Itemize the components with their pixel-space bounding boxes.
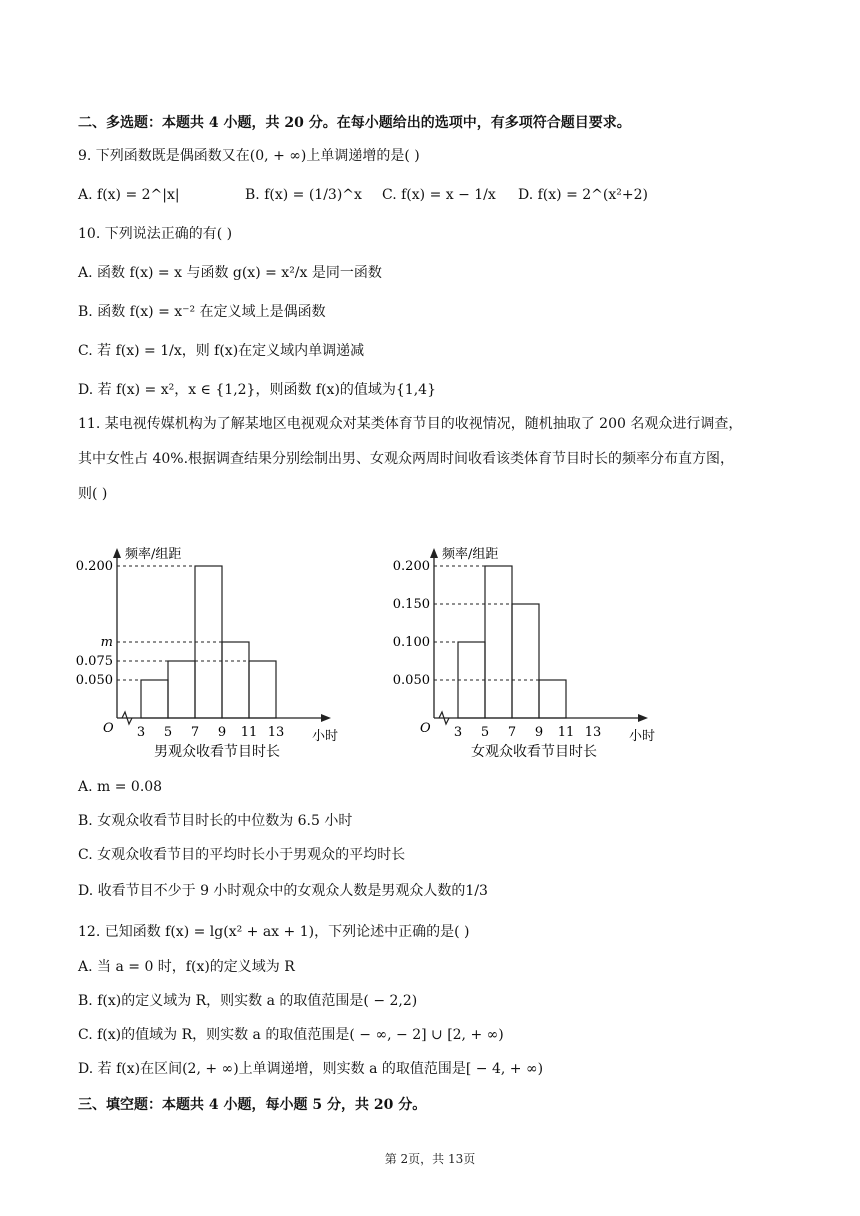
- female-bar-9-11: [539, 680, 566, 718]
- male-bar-9-11: [222, 642, 249, 718]
- q10-option-b: B. 函数 f(x) = x⁻² 在定义域上是偶函数: [78, 304, 326, 320]
- male-bar-11-13: [249, 661, 276, 718]
- male-origin-label: O: [103, 721, 114, 736]
- q12-option-b: B. f(x)的定义域为 R，则实数 a 的取值范围是( − 2,2): [78, 993, 418, 1009]
- question-11-stem-line-3: 则( ): [78, 486, 108, 502]
- q9-option-b: B. f(x) = (1/3)^x: [245, 187, 362, 203]
- male-x-axis-arrow: [321, 714, 331, 722]
- question-12-stem: 12. 已知函数 f(x) = lg(x² + ax + 1)，下列论述中正确的是( ): [78, 924, 470, 940]
- male-bar-5-7: [168, 661, 195, 718]
- female-y-label: 频率/组距: [442, 547, 499, 562]
- male-y-axis-arrow: [113, 548, 121, 558]
- male-x-tick-label: 5: [163, 725, 173, 740]
- male-y-tick-label: 0.075: [75, 654, 113, 669]
- female-x-label: 小时: [629, 729, 656, 744]
- question-10-stem: 10. 下列说法正确的有( ): [78, 226, 233, 242]
- female-y-tick-label: 0.100: [392, 635, 430, 650]
- male-x-tick-label: 9: [217, 725, 227, 740]
- q12-option-d: D. 若 f(x)在区间(2, + ∞)上单调递增，则实数 a 的取值范围是[ − 4, + ∞): [78, 1061, 544, 1077]
- female-x-tick-label: 9: [534, 725, 544, 740]
- question-11-stem-line-2: 其中女性占 40%.根据调查结果分别绘制出男、女观众两周时间收看该类体育节目时长的频率分布直方图，: [78, 451, 735, 467]
- q9-option-d: D. f(x) = 2^(x²+2): [518, 187, 648, 203]
- question-9-stem: 9. 下列函数既是偶函数又在(0, + ∞)上单调递增的是( ): [78, 148, 420, 164]
- page-footer: 第 2页，共 13页: [384, 1152, 476, 1166]
- section-2-header: 二、多选题：本题共 4 小题，共 20 分。在每小题给出的选项中，有多项符合题目要求。: [78, 115, 631, 131]
- question-11-stem-line-1: 11. 某电视传媒机构为了解某地区电视观众对某类体育节目的收视情况，随机抽取了 200 名观众进行调查，: [78, 416, 743, 432]
- female-x-tick-label: 3: [453, 725, 463, 740]
- male-bar-3-5: [141, 680, 168, 718]
- q12-option-c: C. f(x)的值域为 R，则实数 a 的取值范围是( − ∞, − 2] ∪ [2, + ∞): [78, 1027, 504, 1043]
- q11-option-a: A. m = 0.08: [78, 779, 163, 795]
- male-x-tick-label: 11: [240, 725, 258, 740]
- female-x-axis-arrow: [638, 714, 648, 722]
- male-x-tick-label: 3: [136, 725, 146, 740]
- female-x-tick-label: 7: [507, 725, 517, 740]
- female-x-tick-label: 11: [557, 725, 575, 740]
- q9-option-a: A. f(x) = 2^|x|: [78, 187, 180, 203]
- q10-option-a: A. 函数 f(x) = x 与函数 g(x) = x²/x 是同一函数: [78, 265, 382, 281]
- q9-option-c: C. f(x) = x − 1/x: [382, 187, 496, 203]
- q10-option-d: D. 若 f(x) = x²，x ∈ {1,2}，则函数 f(x)的值域为{1,4}: [78, 382, 436, 398]
- male-y-tick-label: 0.050: [75, 673, 113, 688]
- female-y-tick-label: 0.050: [392, 673, 430, 688]
- female-bar-5-7: [485, 566, 512, 718]
- male-x-tick-label: 13: [267, 725, 285, 740]
- male-y-tick-label: 0.200: [75, 559, 113, 574]
- q11-option-c: C. 女观众收看节目的平均时长小于男观众的平均时长: [78, 847, 406, 863]
- q10-option-c: C. 若 f(x) = 1/x，则 f(x)在定义域内单调递减: [78, 343, 365, 359]
- male-y-label: 频率/组距: [125, 547, 182, 562]
- female-origin-label: O: [420, 721, 431, 736]
- male-x-tick-label: 7: [190, 725, 200, 740]
- female-x-tick-label: 5: [480, 725, 490, 740]
- female-title: 女观众收看节目时长: [471, 744, 597, 760]
- male-x-label: 小时: [312, 729, 339, 744]
- male-histogram: [75, 540, 339, 770]
- female-y-tick-label: 0.200: [392, 559, 430, 574]
- female-x-tick-label: 13: [584, 725, 602, 740]
- male-title: 男观众收看节目时长: [154, 744, 280, 760]
- female-histogram: [392, 540, 656, 770]
- q11-option-d: D. 收看节目不少于 9 小时观众中的女观众人数是男观众人数的1/3: [78, 883, 488, 899]
- q12-option-a: A. 当 a = 0 时，f(x)的定义域为 R: [78, 959, 295, 975]
- q11-option-b: B. 女观众收看节目时长的中位数为 6.5 小时: [78, 813, 353, 829]
- section-3-header: 三、填空题：本题共 4 小题，每小题 5 分，共 20 分。: [78, 1097, 427, 1113]
- male-y-tick-label: m: [100, 635, 113, 650]
- female-y-axis-arrow: [430, 548, 438, 558]
- female-bar-7-9: [512, 604, 539, 718]
- female-y-tick-label: 0.150: [392, 597, 430, 612]
